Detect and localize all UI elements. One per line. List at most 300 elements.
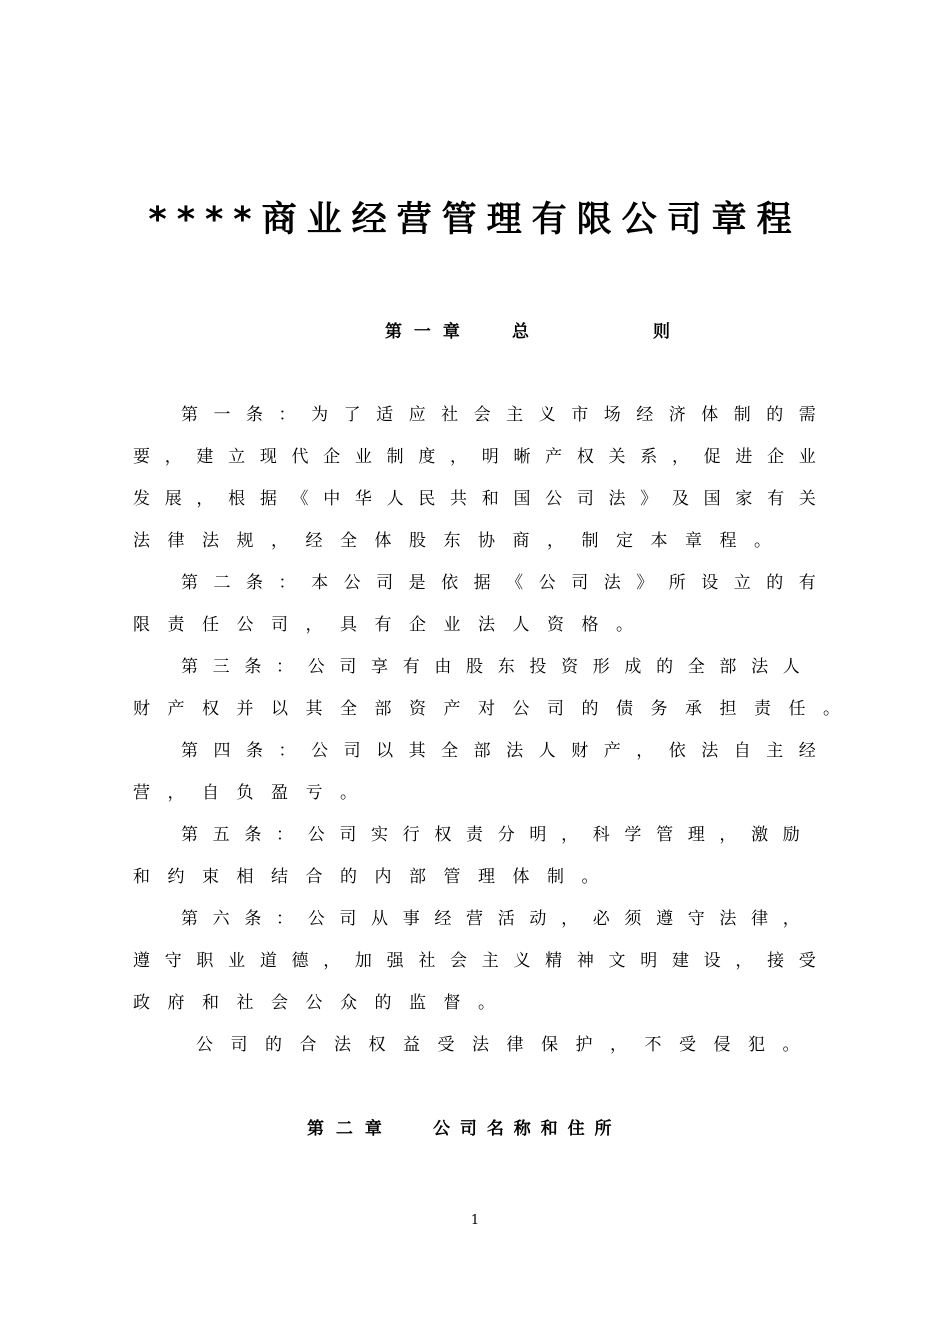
body-char: 务	[650, 699, 668, 719]
body-char: 》	[636, 573, 654, 593]
body-char: 根	[228, 489, 246, 509]
body-char: ，	[450, 447, 468, 467]
body-char: 。	[782, 1035, 800, 1055]
body-char: ：	[278, 573, 296, 593]
body-char: 适	[376, 405, 394, 425]
body-char: 部	[374, 699, 392, 719]
body-char: 股	[409, 531, 426, 551]
body-char: 。	[340, 783, 357, 803]
body-char: 会	[450, 951, 468, 971]
body-char: 的	[374, 993, 392, 1013]
body-char: 负	[236, 783, 254, 803]
body-char: 全	[687, 657, 705, 677]
body-char: 司	[339, 657, 357, 677]
body-char: 强	[386, 951, 404, 971]
body-char: 条	[246, 405, 264, 425]
body-char: 家	[735, 489, 753, 509]
body-char: 是	[408, 573, 426, 593]
body-char: 法	[133, 531, 150, 551]
body-char: 所	[668, 573, 686, 593]
body-char: 守	[164, 951, 182, 971]
body-char: 遵	[133, 951, 150, 971]
body-char: 主	[766, 741, 784, 761]
body-char: 政	[133, 993, 150, 1013]
body-char: 司	[230, 1035, 248, 1055]
body-char: 会	[271, 993, 288, 1013]
body-char: 格	[581, 615, 599, 635]
body-char: 有	[767, 489, 785, 509]
body-char: 督	[443, 993, 461, 1013]
body-char: 公	[307, 657, 325, 677]
body-char: 和	[481, 489, 499, 509]
body-char: 的	[265, 1035, 282, 1055]
body-char: 义	[513, 951, 531, 971]
body-char: 企	[323, 447, 341, 467]
body-char: ：	[276, 657, 294, 677]
body-char: 法	[751, 657, 769, 677]
body-char: 的	[656, 657, 674, 677]
body-char: 。	[616, 615, 633, 635]
body-char: 业	[354, 447, 372, 467]
body-line	[181, 398, 816, 432]
body-char: 公	[545, 489, 563, 509]
body-char: 业	[228, 951, 246, 971]
body-char: 法	[603, 573, 621, 593]
body-char: 代	[291, 447, 309, 467]
body-char: 行	[402, 825, 420, 845]
body-char: 华	[354, 489, 372, 509]
body-char: 公	[307, 909, 325, 929]
body-line	[133, 986, 816, 1020]
body-char: 部	[409, 867, 426, 887]
body-char: 遵	[656, 909, 674, 929]
body-char: 的	[766, 573, 784, 593]
body-char: 公	[236, 615, 254, 635]
body-char: 第	[181, 741, 198, 761]
body-char: 应	[408, 405, 426, 425]
body-char: 第	[181, 573, 198, 593]
body-char: 本	[650, 531, 668, 551]
body-char: 司	[547, 699, 564, 719]
body-char: ，	[610, 1035, 627, 1055]
body-char: 理	[687, 825, 705, 845]
body-char: 对	[478, 699, 495, 719]
body-char: 法	[506, 741, 524, 761]
body-char: 条	[246, 573, 264, 593]
body-char: 享	[371, 657, 389, 677]
body-char: 济	[668, 405, 686, 425]
body-char: 第	[181, 909, 198, 929]
body-char: 资	[561, 657, 579, 677]
body-line	[133, 776, 816, 810]
body-char: 人	[512, 615, 530, 635]
body-char: 权	[368, 1035, 386, 1055]
body-char: 律	[506, 1035, 524, 1055]
body-char: 权	[434, 825, 452, 845]
body-char: 定	[616, 531, 633, 551]
body-char: 社	[236, 993, 254, 1013]
body-char: 受	[798, 951, 816, 971]
body-char: 分	[497, 825, 515, 845]
body-char: 据	[473, 573, 491, 593]
body-char: 以	[376, 741, 394, 761]
body-char: 犯	[748, 1035, 765, 1055]
body-char: 公	[343, 573, 361, 593]
body-line	[133, 524, 816, 558]
body-char: 保	[541, 1035, 558, 1055]
body-char: 经	[798, 741, 816, 761]
body-char: 民	[418, 489, 436, 509]
body-char: 。	[754, 531, 771, 551]
body-char: 建	[671, 951, 689, 971]
body-char: ，	[323, 951, 341, 971]
body-char: 成	[624, 657, 642, 677]
body-char: 动	[529, 909, 547, 929]
body-char: 为	[311, 405, 329, 425]
body-char: 条	[246, 741, 264, 761]
body-char: 营	[133, 783, 150, 803]
body-char: 》	[640, 489, 658, 509]
body-char: 盈	[271, 783, 288, 803]
body-char: 制	[581, 531, 599, 551]
body-char: 依	[668, 741, 686, 761]
body-char: 第	[181, 405, 198, 425]
body-char: 现	[259, 447, 277, 467]
body-line	[133, 692, 840, 726]
body-char: ，	[719, 825, 737, 845]
body-char: ，	[167, 783, 185, 803]
body-char: 第	[181, 657, 198, 677]
body-char: ，	[782, 909, 800, 929]
body-char: 学	[624, 825, 642, 845]
body-char: 理	[478, 867, 495, 887]
body-char: 财	[133, 699, 150, 719]
body-char: 科	[592, 825, 610, 845]
body-char: 职	[196, 951, 214, 971]
body-char: 财	[571, 741, 589, 761]
body-char: ，	[671, 447, 689, 467]
body-char: 东	[443, 531, 461, 551]
body-char: 企	[409, 615, 426, 635]
body-char: 道	[259, 951, 277, 971]
body-char: 资	[409, 699, 426, 719]
body-char: 合	[299, 1035, 317, 1055]
body-char: 承	[685, 699, 702, 719]
body-line	[181, 902, 800, 936]
body-char: 司	[271, 615, 288, 635]
body-char: 中	[323, 489, 341, 509]
body-char: 社	[418, 951, 436, 971]
body-char: 司	[571, 573, 589, 593]
body-char: 主	[481, 951, 499, 971]
body-char: 人	[538, 741, 556, 761]
body-char: 。	[581, 867, 599, 887]
body-char: 以	[271, 699, 288, 719]
body-char: 五	[212, 825, 230, 845]
body-char: 和	[133, 867, 150, 887]
body-char: 文	[608, 951, 626, 971]
body-char: 三	[212, 657, 230, 677]
body-char: ，	[271, 531, 288, 551]
body-line	[133, 440, 816, 474]
body-char: ：	[278, 741, 296, 761]
body-char: 自	[733, 741, 751, 761]
body-line	[181, 818, 800, 852]
body-char: 护	[575, 1035, 593, 1055]
body-char: 协	[478, 531, 495, 551]
body-char: 明	[481, 447, 499, 467]
body-char: 公	[311, 741, 329, 761]
body-char: 神	[576, 951, 594, 971]
body-char: ：	[278, 405, 296, 425]
document-title: ****商业经营管理有限公司章程	[148, 200, 802, 240]
body-char: 明	[640, 951, 658, 971]
body-char: 自	[202, 783, 219, 803]
body-char: 制	[733, 405, 751, 425]
body-char: 据	[259, 489, 277, 509]
body-char: 由	[434, 657, 452, 677]
body-char: 四	[213, 741, 231, 761]
body-char: 并	[236, 699, 254, 719]
body-char: 系	[640, 447, 658, 467]
body-char: 关	[608, 447, 626, 467]
body-char: ，	[196, 489, 214, 509]
body-char: ，	[305, 615, 323, 635]
body-char: 益	[403, 1035, 420, 1055]
body-char: 受	[679, 1035, 696, 1055]
body-char: 市	[571, 405, 589, 425]
body-char: 公	[512, 699, 530, 719]
body-char: 相	[236, 867, 254, 887]
body-char: 内	[374, 867, 392, 887]
body-char: 需	[798, 405, 816, 425]
body-char: 励	[782, 825, 800, 845]
body-char: 六	[212, 909, 230, 929]
body-char: 业	[443, 615, 461, 635]
chapter-2-name: 公 司 名 称 和 住 所	[433, 1119, 614, 1139]
body-char: 度	[418, 447, 436, 467]
body-char: 管	[656, 825, 674, 845]
body-char: 任	[202, 615, 219, 635]
body-char: 二	[213, 573, 231, 593]
body-char: 规	[236, 531, 254, 551]
body-char: 从	[371, 909, 389, 929]
body-char: 主	[506, 405, 524, 425]
body-char: 体	[512, 867, 530, 887]
body-char: 精	[545, 951, 563, 971]
body-line	[133, 608, 816, 642]
body-char: 立	[733, 573, 751, 593]
body-char: ，	[735, 951, 753, 971]
body-char: ：	[276, 909, 294, 929]
body-char: 的	[581, 699, 599, 719]
page-number: 1	[470, 1213, 480, 1228]
body-char: 制	[547, 867, 564, 887]
body-char: 有	[374, 615, 392, 635]
body-char: 本	[311, 573, 329, 593]
body-char: 资	[547, 615, 564, 635]
body-char: 法	[478, 615, 495, 635]
body-char: 束	[202, 867, 219, 887]
body-char: 法	[202, 531, 219, 551]
body-char: 章	[685, 531, 702, 551]
body-char: 会	[473, 405, 491, 425]
body-line	[181, 566, 816, 600]
body-char: 的	[766, 405, 784, 425]
body-char: 公	[305, 993, 323, 1013]
body-char: 众	[340, 993, 357, 1013]
body-char: 监	[409, 993, 426, 1013]
body-char: 部	[719, 657, 737, 677]
body-char: ，	[636, 741, 654, 761]
body-char: 义	[538, 405, 556, 425]
body-char: 结	[271, 867, 288, 887]
body-char: 激	[751, 825, 769, 845]
body-char: 债	[616, 699, 633, 719]
body-char: 有	[402, 657, 420, 677]
body-char: 司	[339, 909, 357, 929]
body-char: 产	[443, 699, 461, 719]
body-char: 依	[441, 573, 459, 593]
body-char: 立	[228, 447, 246, 467]
body-char: ，	[164, 447, 182, 467]
body-char: 接	[767, 951, 785, 971]
body-char: 受	[437, 1035, 455, 1055]
body-char: 人	[386, 489, 404, 509]
body-char: 权	[576, 447, 594, 467]
body-char: 司	[339, 825, 357, 845]
body-char: 责	[167, 615, 185, 635]
body-char: 业	[798, 447, 816, 467]
body-char: 的	[340, 867, 357, 887]
body-char: 经	[636, 405, 654, 425]
body-char: 明	[529, 825, 547, 845]
body-char: 司	[376, 573, 394, 593]
body-char: 法	[472, 1035, 489, 1055]
body-char: 活	[497, 909, 515, 929]
body-char: 法	[701, 741, 719, 761]
body-char: 和	[202, 993, 219, 1013]
body-char: 事	[402, 909, 420, 929]
body-char: 进	[735, 447, 753, 467]
body-char: 律	[167, 531, 185, 551]
body-char: 实	[371, 825, 389, 845]
body-char: 具	[340, 615, 357, 635]
body-char: 共	[450, 489, 468, 509]
body-char: 设	[703, 951, 721, 971]
body-char: 管	[443, 867, 461, 887]
body-char: 其	[408, 741, 426, 761]
body-line	[133, 944, 816, 978]
chapter-2-number: 第 二 章	[307, 1119, 385, 1139]
body-line	[181, 734, 816, 768]
body-char: 不	[644, 1035, 662, 1055]
body-char: 全	[340, 531, 357, 551]
body-char: 制	[386, 447, 404, 467]
body-char: ，	[547, 531, 564, 551]
body-char: 责	[466, 825, 484, 845]
body-line	[196, 1028, 831, 1062]
body-char: 了	[343, 405, 361, 425]
body-char: 合	[305, 867, 323, 887]
body-char: 有	[798, 573, 816, 593]
body-char: 体	[374, 531, 392, 551]
body-char: 产	[167, 699, 185, 719]
body-char: 律	[751, 909, 769, 929]
body-char: 责	[754, 699, 771, 719]
body-char: 部	[473, 741, 491, 761]
body-char: 第	[181, 825, 198, 845]
body-char: 任	[788, 699, 806, 719]
body-char: 国	[513, 489, 531, 509]
body-char: ：	[276, 825, 294, 845]
body-char: 《	[291, 489, 309, 509]
body-char: 守	[687, 909, 705, 929]
body-char: 促	[703, 447, 721, 467]
body-char: 权	[202, 699, 219, 719]
body-char: 约	[167, 867, 185, 887]
body-char: 德	[291, 951, 309, 971]
body-char: 条	[244, 825, 262, 845]
body-char: 一	[213, 405, 231, 425]
body-char: 程	[719, 531, 737, 551]
body-char: 东	[497, 657, 515, 677]
body-char: 企	[767, 447, 785, 467]
body-char: 侵	[713, 1035, 731, 1055]
body-char: 体	[701, 405, 719, 425]
chapter-1-name-part-2: 则	[653, 322, 670, 342]
body-char: 司	[576, 489, 594, 509]
body-char: 担	[719, 699, 737, 719]
body-char: 加	[354, 951, 372, 971]
body-char: 法	[719, 909, 737, 929]
body-char: 法	[334, 1035, 351, 1055]
body-line	[133, 860, 816, 894]
body-char: 场	[603, 405, 621, 425]
body-char: 必	[592, 909, 610, 929]
body-char: 全	[340, 699, 357, 719]
body-char: 法	[608, 489, 626, 509]
body-char: 公	[196, 1035, 213, 1055]
body-char: 。	[823, 699, 840, 719]
body-char: 国	[703, 489, 721, 509]
body-line	[181, 650, 800, 684]
body-char: 晰	[513, 447, 531, 467]
body-char: 建	[196, 447, 214, 467]
body-char: 股	[466, 657, 484, 677]
body-char: 社	[441, 405, 459, 425]
body-line	[133, 482, 816, 516]
body-char: 亏	[305, 783, 323, 803]
body-char: 全	[441, 741, 459, 761]
body-char: 府	[167, 993, 185, 1013]
body-char: 《	[506, 573, 524, 593]
body-char: 投	[529, 657, 547, 677]
chapter-1-name-part-1: 总	[512, 322, 529, 342]
body-char: 。	[478, 993, 495, 1013]
body-char: 公	[307, 825, 325, 845]
body-char: 设	[701, 573, 719, 593]
body-char: 展	[164, 489, 182, 509]
body-char: 发	[133, 489, 150, 509]
body-char: 及	[671, 489, 689, 509]
body-char: 产	[603, 741, 621, 761]
body-char: 人	[782, 657, 800, 677]
body-char: 条	[244, 657, 262, 677]
body-char: 其	[305, 699, 323, 719]
body-char: ，	[561, 825, 579, 845]
body-char: 条	[244, 909, 262, 929]
